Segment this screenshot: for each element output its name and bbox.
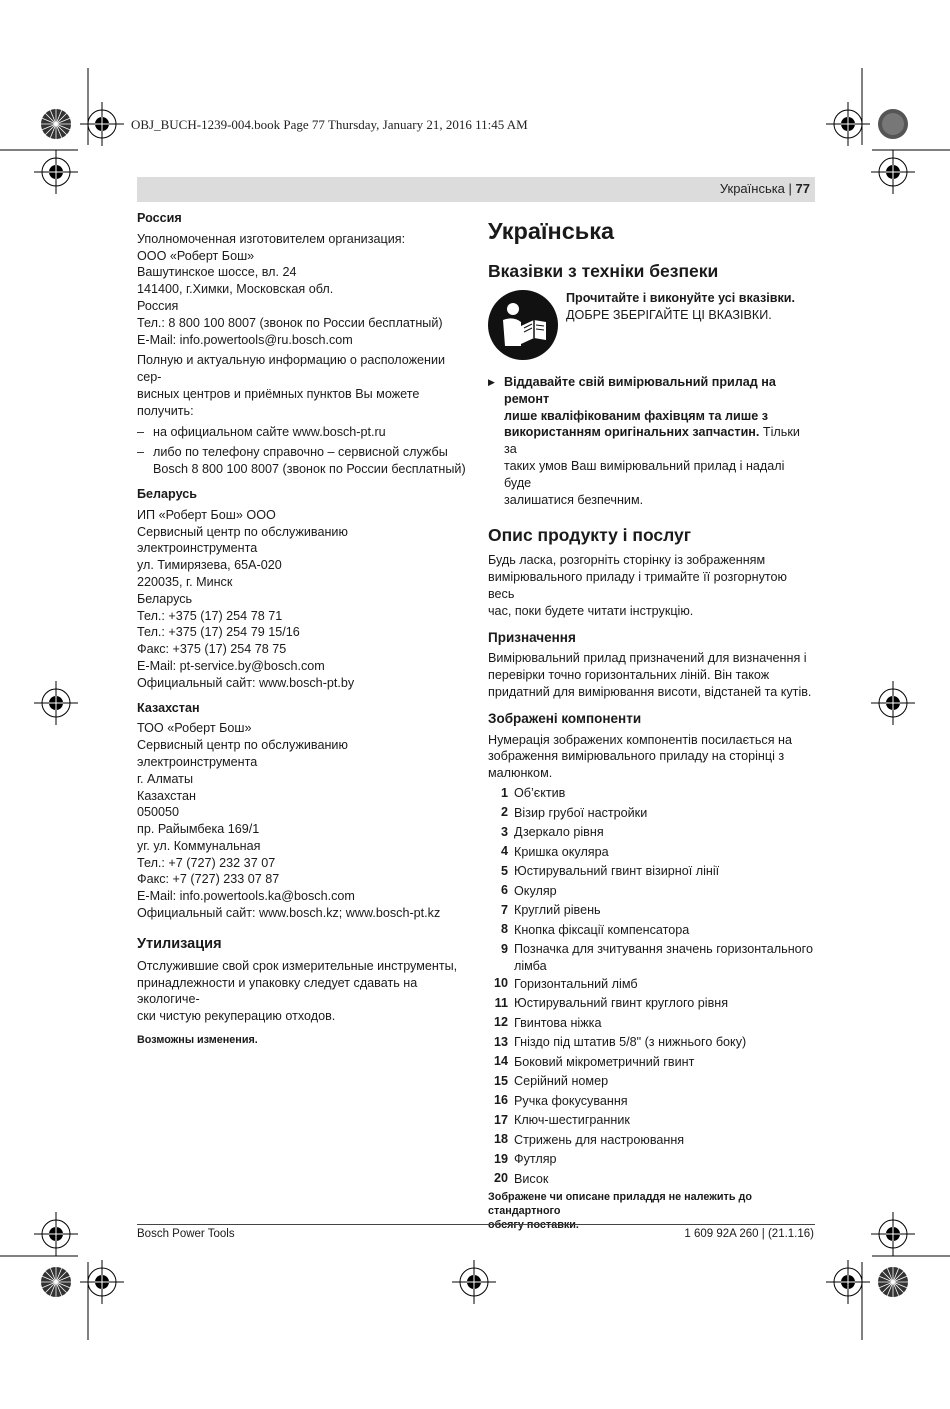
text-line: E-Mail: info.powertools.ka@bosch.com <box>137 889 355 904</box>
changes-note: Возможны изменения. <box>137 1034 258 1047</box>
text-line: Факс: +7 (727) 233 07 87 <box>137 872 280 887</box>
registration-mark-icon <box>878 109 908 139</box>
text-line: E-Mail: info.powertools@ru.bosch.com <box>137 332 353 347</box>
product-text <box>488 552 815 619</box>
text-line: ДОБРЕ ЗБЕРІГАЙТЕ ЦІ ВКАЗІВКИ. <box>566 307 772 322</box>
read-manual-icon <box>488 290 558 360</box>
text-line: Тел.: +7 (727) 232 37 07 <box>137 855 276 870</box>
text-line: Беларусь <box>137 591 193 606</box>
registration-mark-icon <box>878 1267 908 1297</box>
text-line: Официальный сайт: www.bosch.kz; www.bosch-pt.kz <box>137 906 441 921</box>
text-line: малюнком. <box>488 766 553 781</box>
purpose-text <box>488 650 815 700</box>
safety-text <box>566 290 795 324</box>
list-item: 8 Кнопка фіксації компенсатора <box>500 922 690 937</box>
left-column <box>137 210 467 1047</box>
registration-mark-icon <box>871 1212 915 1256</box>
list-item: 15 Серійний номер <box>493 1073 609 1089</box>
text-line: Тел.: +375 (17) 254 78 71 <box>137 608 283 623</box>
list-item <box>137 444 467 478</box>
list-item: 20 Висок <box>493 1171 549 1186</box>
text-line: Казахстан <box>137 788 197 803</box>
registration-mark-icon <box>34 1212 78 1256</box>
text-line: 050050 <box>137 805 180 820</box>
components-list <box>488 784 815 1189</box>
list-item: 16 Ручка фокусування <box>493 1093 628 1108</box>
list-item: 2 Візир грубої настройки <box>500 805 648 820</box>
safety-block <box>488 290 815 360</box>
accessories-note <box>488 1190 815 1232</box>
text-line: ООО «Роберт Бош» <box>137 248 255 263</box>
text-line: перевірки точно горизонтальних ліній. Він також <box>488 668 770 683</box>
text-line: 141400, г.Химки, Московская обл. <box>137 282 334 297</box>
registration-mark-icon <box>80 1260 124 1304</box>
list-item: 7 Круглий рівень <box>500 902 601 918</box>
footer-brand: Bosch Power Tools <box>137 1228 235 1240</box>
components-intro <box>488 732 815 782</box>
text-line: Сервисный центр по обслуживанию электроинструмента <box>137 524 348 556</box>
registration-mark-icon <box>871 681 915 725</box>
text-line: зображення вимірювального приладу на сторінці з <box>488 749 785 764</box>
kazakhstan-address <box>137 720 467 922</box>
doc-number: 1 609 92A 260 <box>684 1228 759 1240</box>
text-line: ИП «Роберт Бош» ООО <box>137 507 276 522</box>
text-line: Зображене чи описане приладдя не належить до стандартного <box>488 1190 752 1217</box>
text-line: Россия <box>137 298 179 313</box>
header-section: Українська <box>719 181 785 196</box>
text-line: г. Алматы <box>137 771 194 786</box>
text-line: лише кваліфікованим фахівцям та лише з <box>504 408 769 423</box>
text-line: Полную и актуальную информацию о расположении сер- <box>137 353 446 385</box>
text-line: пр. Райымбека 169/1 <box>137 822 260 837</box>
print-info: OBJ_BUCH-1239-004.book Page 77 Thursday, January 21, 2016 11:45 AM <box>131 117 528 132</box>
text-line: Тел.: +375 (17) 254 79 15/16 <box>137 625 300 640</box>
text-line: Прочитайте і виконуйте усі вказівки. <box>566 291 796 305</box>
text-line: Вашутинское шоссе, вл. 24 <box>137 265 297 280</box>
repair-warning <box>488 374 815 508</box>
registration-mark-icon <box>871 150 915 194</box>
text-line: Официальный сайт: www.bosch-pt.by <box>137 675 355 690</box>
text-line: Тільки за <box>504 425 800 457</box>
registration-mark-icon <box>826 1260 870 1304</box>
text-line: придатний для вимірювання висоти, відстаней та кутів. <box>488 684 812 699</box>
list-item: 5 Юстирувальний гвинт візирної лінії <box>500 863 720 879</box>
text-line: Отслужившие свой срок измерительные инструменты, <box>137 958 458 973</box>
text-line: Факс: +375 (17) 254 78 75 <box>137 642 287 657</box>
footer-divider <box>137 1224 815 1225</box>
list-item: 6 Окуляр <box>500 883 557 898</box>
disposal-text <box>137 958 467 1025</box>
registration-mark-icon <box>41 1267 71 1297</box>
text-line: залишатися безпечним. <box>504 492 644 507</box>
list-item: – на официальном сайте www.bosch-pt.ru <box>137 424 467 441</box>
disposal-heading: Утилизация <box>137 935 222 952</box>
list-item: 18 Стрижень для настроювання <box>493 1132 685 1147</box>
text-line: принадлежности и упаковку следует сдавать на экологиче- <box>137 975 418 1007</box>
footer-doc-info: 1 609 92A 260 | (21.1.16) <box>684 1228 814 1240</box>
list-item: 14 Боковий мікрометричний гвинт <box>493 1054 695 1069</box>
text-line: ТОО «Роберт Бош» <box>137 721 252 736</box>
text-line: ▶ Віддавайте свій вимірювальний прилад на ремонт <box>504 375 776 406</box>
registration-mark-icon <box>826 102 870 146</box>
list-item: 1 Об’єктив <box>500 785 566 801</box>
text-line: використанням оригінальних запчастин. <box>504 425 760 440</box>
components-heading: Зображені компоненти <box>488 710 642 726</box>
list-item: 9 Позначка для зчитування значень горизонтального лімба <box>500 941 813 973</box>
list-item: 11 Юстирувальний гвинт круглого рівня <box>494 995 729 1011</box>
text-line: Будь ласка, розгорніть сторінку із зображенням <box>488 553 766 568</box>
registration-mark-icon <box>34 150 78 194</box>
belarus-heading: Беларусь <box>137 486 198 501</box>
text-line: Bosch 8 800 100 8007 (звонок по России бесплатный) <box>153 462 466 477</box>
text-line: 220035, г. Минск <box>137 574 233 589</box>
russia-heading: Россия <box>137 211 182 225</box>
text-line: – либо по телефону справочно – сервисной службы <box>153 445 448 460</box>
text-line: час, поки будете читати інструкцію. <box>488 603 694 618</box>
page-number: 77 <box>795 181 810 196</box>
text-line: Тел.: 8 800 100 8007 (звонок по России бесплатный) <box>137 315 443 330</box>
product-heading: Опис продукту і послуг <box>488 525 692 546</box>
text-line: Сервисный центр по обслуживанию электроинструмента <box>137 738 348 769</box>
text-line: Нумерація зображених компонентів посилається на <box>488 732 792 747</box>
russia-address <box>137 231 467 349</box>
text-line: висных центров и приёмных пунктов Вы можете получить: <box>137 386 420 418</box>
text-line: ул. Тимирязева, 65А-020 <box>137 558 282 573</box>
list-item: 4 Кришка окуляра <box>500 844 609 859</box>
right-column <box>488 216 815 1232</box>
text-line: ски чистую рекуперацию отходов. <box>137 1009 336 1024</box>
safety-heading: Вказівки з техніки безпеки <box>488 261 719 281</box>
list-item: 13 Гніздо під штатив 5/8" (з нижнього боку) <box>493 1034 747 1050</box>
registration-mark-icon <box>80 102 124 146</box>
purpose-heading: Призначення <box>488 629 576 645</box>
kazakhstan-heading: Казахстан <box>137 700 200 715</box>
text-line: Уполномоченная изготовителем организация: <box>137 231 406 246</box>
list-item: 12 Гвинтова ніжка <box>493 1015 602 1030</box>
text-line: уг. ул. Коммунальная <box>137 838 261 853</box>
registration-mark-icon <box>41 109 71 139</box>
text-line: Вимірювальний прилад призначений для визначення і <box>488 651 807 666</box>
belarus-address <box>137 507 467 692</box>
header-bar <box>137 177 815 202</box>
text-line: E-Mail: pt-service.by@bosch.com <box>137 658 325 673</box>
registration-mark-icon <box>452 1260 496 1304</box>
list-item: 3 Дзеркало рівня <box>500 824 604 840</box>
list-item: 10 Горизонтальний лімб <box>493 976 638 991</box>
doc-date: (21.1.16) <box>767 1228 814 1240</box>
text-line: таких умов Ваш вимірювальний прилад і надалі буде <box>504 458 785 490</box>
running-header: Українська | 77 <box>719 181 810 196</box>
registration-mark-icon <box>34 681 78 725</box>
language-title: Українська <box>488 218 615 244</box>
list-item: 19 Футляр <box>493 1151 557 1167</box>
text-line: вимірювального приладу і тримайте її розгорнутою весь <box>488 570 787 601</box>
list-item: 17 Ключ-шестигранник <box>493 1112 630 1128</box>
